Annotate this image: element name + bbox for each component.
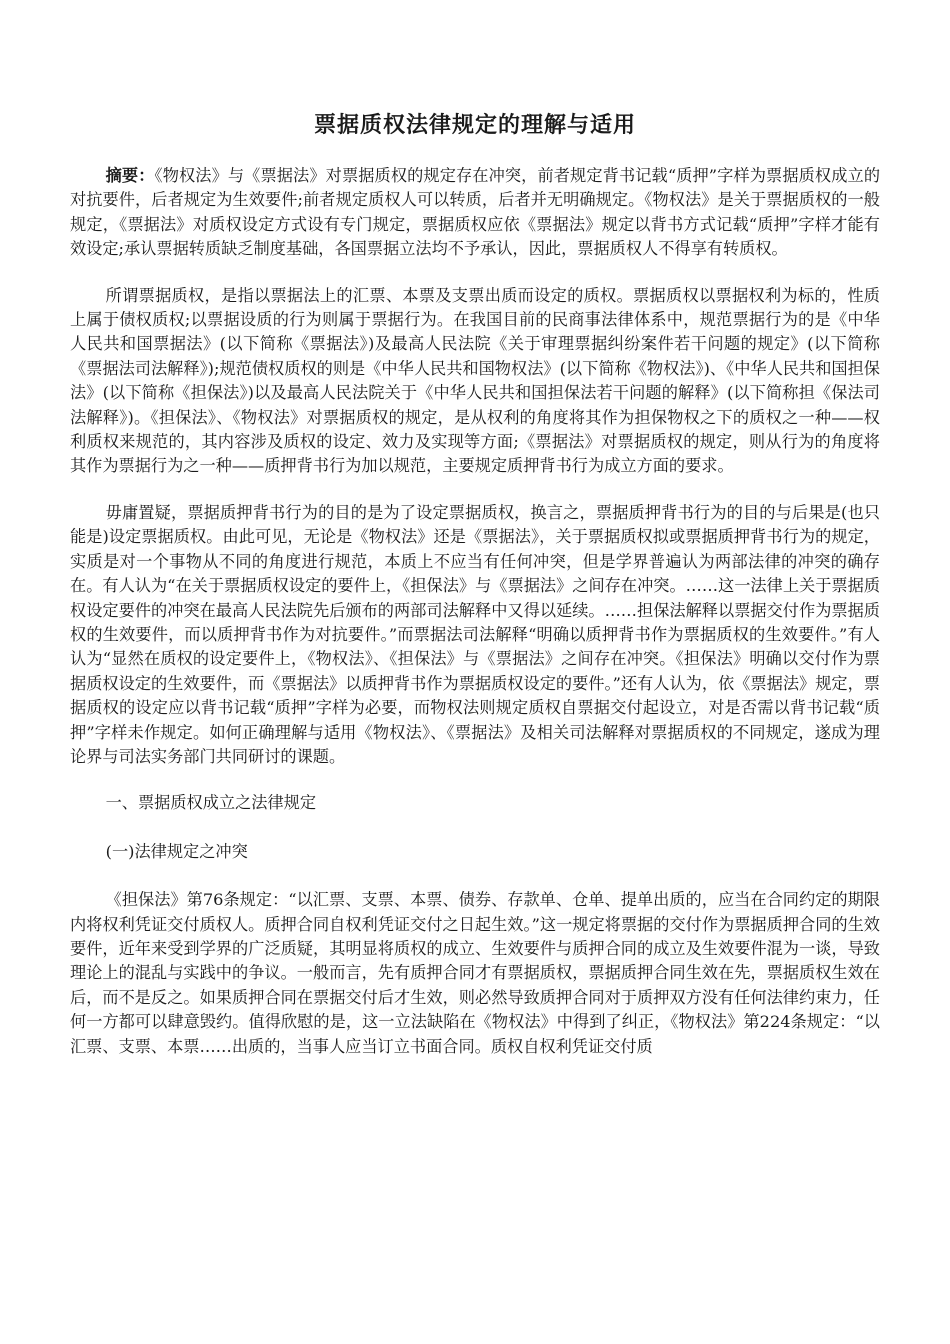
abstract-paragraph bbox=[70, 164, 880, 262]
section-heading: 一、票据质权成立之法律规定 bbox=[105, 793, 317, 813]
abstract-label: 摘要： bbox=[105, 166, 155, 185]
document-page bbox=[70, 110, 880, 1081]
body-paragraph: 毋庸置疑，票据质押背书行为的目的是为了设定票据质权，换言之，票据质押背书行为的目的与后果是(也只能是)设定票据质权。由此可见，无论是《物权法》还是《票据法》，关于票据质权拟或票据质押背书行为的规定，实质是对一个事物从不同的角度进行规范，本质上不应当有任何冲突，但是学界普遍认为两部法律的冲突的确存在。有人认为“在关于票据质权设定的要件上，《担保法》与《票据法》之间存在冲突。……这一法律上关于票据质权设定要件的冲突在最高人民法院先后颁布的两部司法解释中又得以延续。……担保法解释以票据交付作为票据质权的生效要件，而以质押背书作为对抗要件。”而票据法司法解释“明确以质押背书作为票据质权的生效要件。”有人认为“显然在质权的设定要件上，《物权法》、《担保法》与《票据法》之间存在冲突。《担保法》明确以交付作为票据质权设定的生效要件，而《票据法》以质押背书作为票据质权设定的要件。”还有人认为，依《票据法》规定，票据质权的设定应以背书记载“质押”字样为必要，而物权法则规定质权自票据交付起设立，对是否需以背书记载“质押”字样未作规定。如何正确理解与适用《物权法》、《票据法》及相关司法解释对票据质权的不同规定，遂成为理论界与司法实务部门共同研讨的课题。 bbox=[70, 502, 880, 766]
abstract-text: 《物权法》与《票据法》对票据质权的规定存在冲突，前者规定背书记载“质押”字样为票据质权成立的对抗要件，后者规定为生效要件;前者规定质权人可以转质，后者并无明确规定。《物权法》是关于票据质权的一般规定，《票据法》对质权设定方式设有专门规定，票据质权应依《票据法》规定以背书方式记载“质押”字样才能有效设定;承认票据转质缺乏制度基础，各国票据立法均不予承认，因此，票据质权人不得享有转质权。 bbox=[70, 166, 881, 259]
body-paragraph: 所谓票据质权，是指以票据法上的汇票、本票及支票出质而设定的质权。票据质权以票据权利为标的，性质上属于债权质权;以票据设质的行为则属于票据行为。在我国目前的民商事法律体系中，规范票据行为的是《中华人民共和国票据法》(以下简称《票据法》)及最高人民法院《关于审理票据纠纷案件若干问题的规定》(以下简称《票据法司法解释》);规范债权质权的则是《中华人民共和国物权法》(以下简称《物权法》)、《中华人民共和国担保法》(以下简称《担保法》)以及最高人民法院关于《中华人民共和国担保法若干问题的解释》(以下简称担《保法司法解释》)。《担保法》、《物权法》对票据质权的规定，是从权利的角度将其作为担保物权之下的质权之一种——权利质权来规范的，其内容涉及质权的设定、效力及实现等方面;《票据法》对票据质权的规定，则从行为的角度将其作为票据行为之一种——质押背书行为加以规范，主要规定质押背书行为成立方面的要求。 bbox=[70, 285, 880, 476]
subsection-heading: (一)法律规定之冲突 bbox=[105, 841, 248, 861]
document-title: 票据质权法律规定的理解与适用 bbox=[313, 113, 636, 138]
body-paragraph: 《担保法》第76条规定：“以汇票、支票、本票、债券、存款单、仓单、提单出质的，应当在合同约定的期限内将权利凭证交付质权人。质押合同自权利凭证交付之日起生效。”这一规定将票据的交付作为票据质押合同的生效要件，近年来受到学界的广泛质疑，其明显将质权的成立、生效要件与质押合同的成立及生效要件混为一谈，导致理论上的混乱与实践中的争议。一般而言，先有质押合同才有票据质权，票据质押合同生效在先，票据质权生效在后，而不是反之。如果质押合同在票据交付后才生效，则必然导致质押合同对于质押双方没有任何法律约束力，任何一方都可以肆意毁约。值得欣慰的是，这一立法缺陷在《物权法》中得到了纠正，《物权法》第224条规定：“以汇票、支票、本票……出质的，当事人应当订立书面合同。质权自权利凭证交付质 bbox=[70, 890, 880, 1056]
